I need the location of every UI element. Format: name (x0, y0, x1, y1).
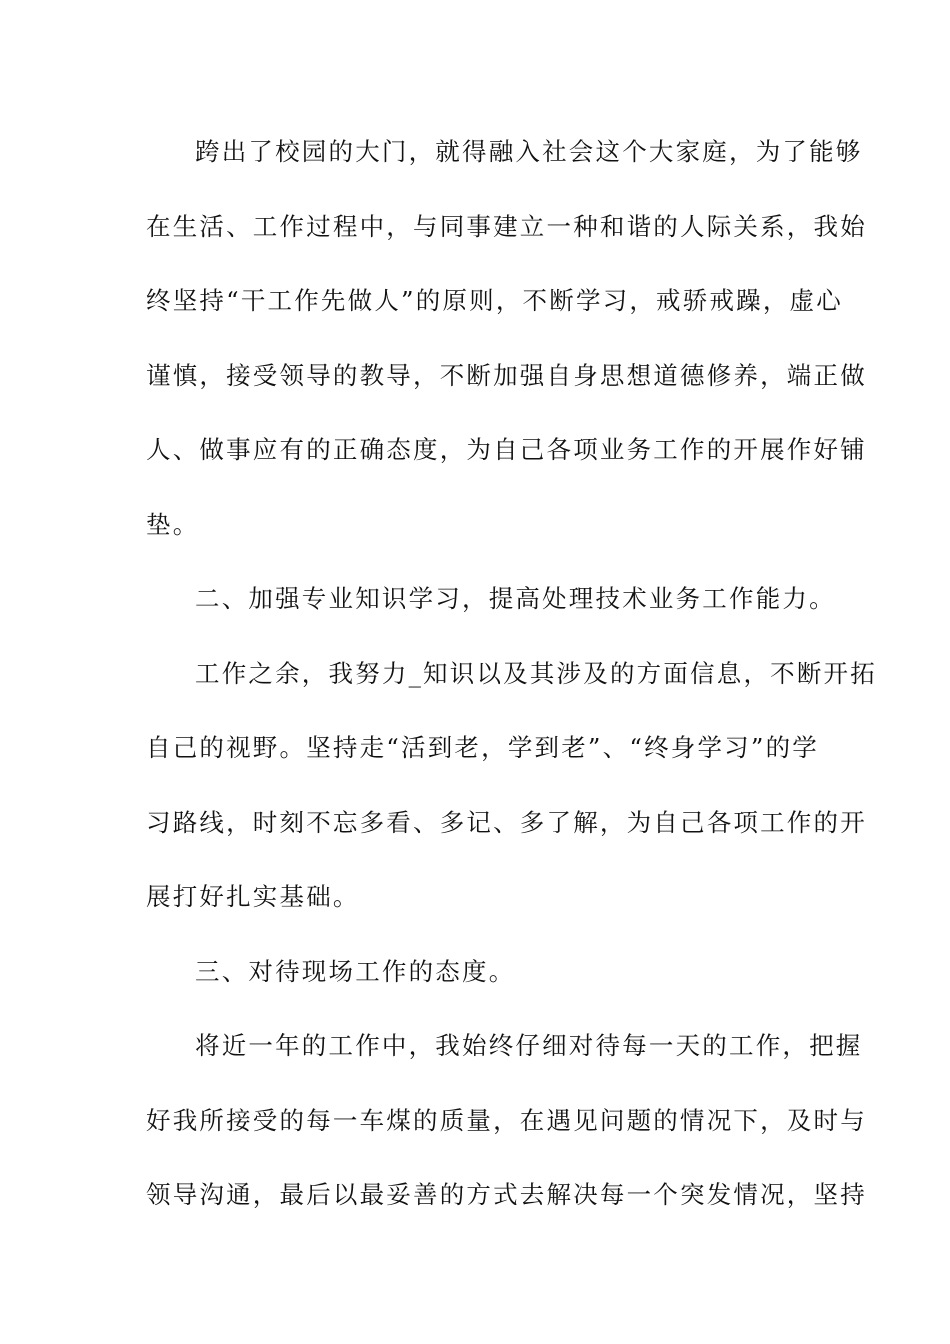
paragraph-1-line-4: 谨慎，接受领导的教导，不断加强自身思想道德修养，端正做 (146, 360, 867, 390)
paragraph-3-line-4: 展打好扎实基础。 (146, 882, 360, 911)
paragraph-3-line-3: 习路线，时刻不忘多看、多记、多了解，为自己各项工作的开 (146, 807, 867, 837)
paragraph-1-line-3: 终坚持“干工作先做人”的原则，不断学习，戒骄戒躁，虚心 (146, 286, 843, 315)
paragraph-1-line-1: 跨出了校园的大门，就得融入社会这个大家庭，为了能够 (195, 137, 863, 166)
paragraph-3-line-1: 工作之余，我努力_知识以及其涉及的方面信息，不断开拓 (195, 658, 877, 688)
section-heading-2: 二、加强专业知识学习，提高处理技术业务工作能力。 (195, 584, 836, 613)
document-body (146, 128, 877, 1246)
paragraph-1-line-6: 垫。 (146, 509, 200, 539)
paragraph-3-line-2: 自己的视野。坚持走“活到老，学到老”、“终身学习”的学 (146, 733, 819, 762)
paragraph-1-line-2: 在生活、工作过程中，与同事建立一种和谐的人际关系，我始 (146, 211, 867, 241)
paragraph-1-line-5: 人、做事应有的正确态度，为自己各项业务工作的开展作好铺 (146, 435, 867, 464)
paragraph-5-line-1: 将近一年的工作中，我始终仔细对待每一天的工作，把握 (195, 1031, 863, 1060)
section-heading-3: 三、对待现场工作的态度。 (195, 956, 516, 986)
paragraph-5-line-3: 领导沟通，最后以最妥善的方式去解决每一个突发情况，坚持 (146, 1180, 867, 1209)
paragraph-5-line-2: 好我所接受的每一车煤的质量，在遇见问题的情况下，及时与 (146, 1105, 867, 1135)
